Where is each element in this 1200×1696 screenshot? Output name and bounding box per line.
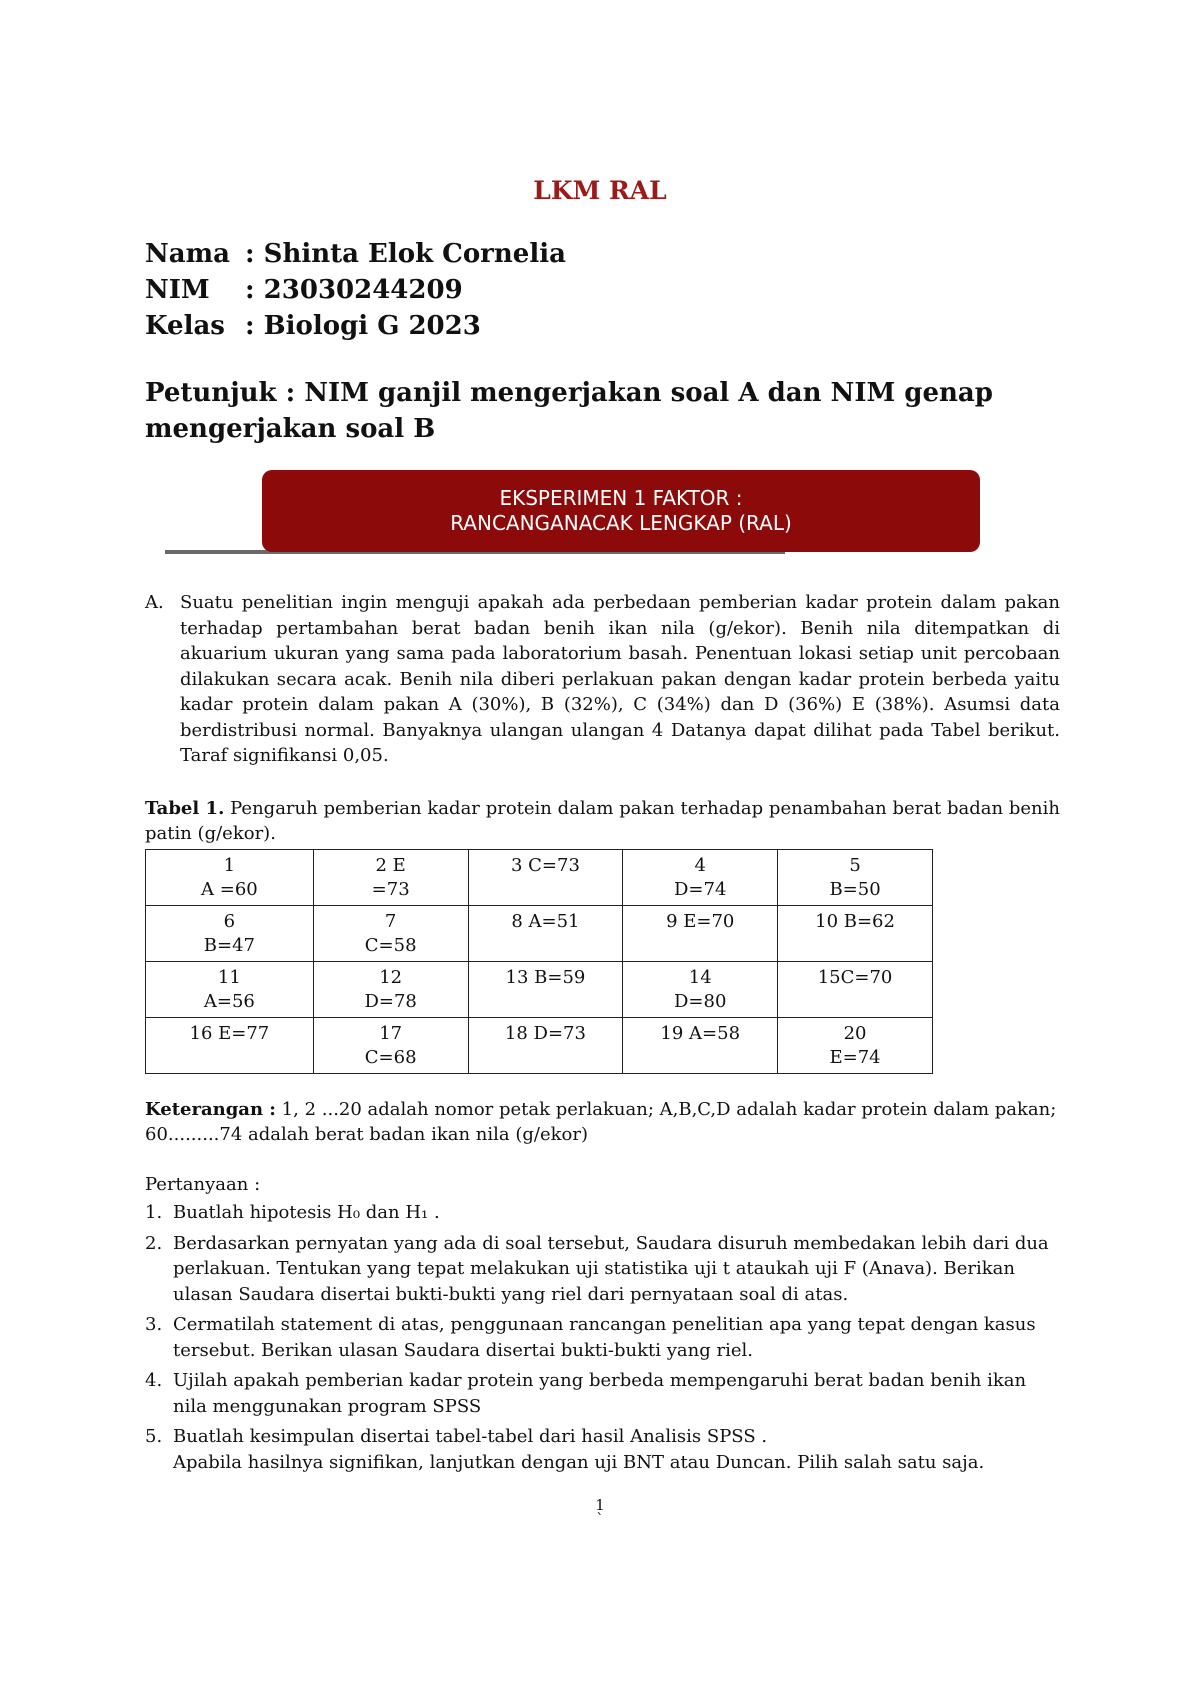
cell-line-1: 12 [379, 967, 403, 988]
cell-line-1: 4 [694, 855, 706, 876]
nama-label: Nama [145, 239, 230, 269]
table-caption [145, 796, 1060, 846]
question-item [145, 1424, 1060, 1475]
cell-line-2: E=74 [829, 1047, 881, 1068]
question-number: 1. [145, 1202, 163, 1223]
table-cell [468, 1018, 623, 1074]
table-cell [146, 850, 314, 906]
instructions: Petunjuk : NIM ganjil mengerjakan soal A dan NIM genap mengerjakan soal B [145, 378, 993, 444]
problem-a [145, 590, 1060, 769]
cell-line-1: 19 A=58 [660, 1023, 741, 1044]
nim-separator: : [245, 275, 255, 305]
cell-line-1: 11 [217, 967, 241, 988]
cell-line-2: C=58 [364, 935, 417, 956]
question-text: Berdasarkan pernyatan yang ada di soal tersebut, Saudara disuruh membedakan lebih dari dua perlakuan. Tentukan yang tepat melakukan uji statistika uji t ataukah uji F (Anava). Berikan ulasan Saudara disertai bukti-bukti yang riel dari pernyataan soal di atas. [173, 1232, 1049, 1305]
table-cell [623, 850, 778, 906]
info-row-nama [145, 236, 566, 272]
question-text: Buatlah hipotesis H₀ dan H₁ . [173, 1202, 440, 1223]
nama-separator: : [245, 239, 255, 269]
nim-label: NIM [145, 275, 210, 305]
question-item [145, 1231, 1060, 1308]
table-cell [313, 1018, 468, 1074]
cell-line-1: 1 [223, 855, 236, 876]
question-item [145, 1312, 1060, 1363]
cell-line-2: D=78 [364, 991, 417, 1012]
kelas-value: Biologi G 2023 [263, 311, 481, 341]
section-banner [262, 470, 980, 552]
kelas-label: Kelas [145, 311, 225, 341]
table-cell [313, 962, 468, 1018]
table-row [146, 962, 933, 1018]
cell-line-1: 17 [379, 1023, 403, 1044]
table-cell [468, 906, 623, 962]
questions-list [145, 1200, 1060, 1480]
cell-line-1: 15C=70 [817, 967, 893, 988]
table-row [146, 850, 933, 906]
table-cell [623, 962, 778, 1018]
problem-a-text: Suatu penelitian ingin menguji apakah ada perbedaan pemberian kadar protein dalam pakan terhadap pertambahan berat badan benih ikan nila (g/ekor). Benih nila ditempatkan di akuarium ukuran yang sama pada laboratorium basah. Penentuan lokasi setiap unit percobaan dilakukan secara acak. Benih nila diberi perlakuan pakan dengan kadar protein berbeda yaitu kadar protein dalam pakan A (30%), B (32%), C (34%) dan D (36%) E (38%). Asumsi data berdistribusi normal. Banyaknya ulangan ulangan 4 Datanya dapat dilihat pada Tabel berikut. Taraf signifikansi 0,05. [180, 592, 1060, 766]
table-cell [146, 962, 314, 1018]
cell-line-2: =73 [371, 879, 410, 900]
table-caption-text: Pengaruh pemberian kadar protein dalam pakan terhadap penambahan berat badan benih patin (g/ekor). [145, 798, 1060, 844]
cell-line-1: 2 E [375, 855, 406, 876]
cell-line-2: D=74 [674, 879, 727, 900]
cell-line-1: 9 E=70 [666, 911, 735, 932]
question-number: 4. [145, 1370, 163, 1391]
question-number: 2. [145, 1232, 163, 1254]
table-cell [778, 850, 933, 906]
cell-line-1: 20 [843, 1023, 867, 1044]
cell-line-1: 13 B=59 [505, 967, 586, 988]
cell-line-1: 14 [688, 967, 712, 988]
cell-line-1: 18 D=73 [504, 1023, 586, 1044]
problem-a-label: A. [145, 592, 164, 613]
question-number: 5. [145, 1426, 163, 1447]
data-table [145, 849, 933, 1074]
kelas-separator: : [245, 311, 255, 341]
table-cell [778, 906, 933, 962]
cell-line-1: 8 A=51 [511, 911, 580, 932]
question-item [145, 1368, 1060, 1419]
table-row [146, 1018, 933, 1074]
questions-title: Pertanyaan : [145, 1174, 261, 1195]
legend-note [145, 1097, 1065, 1147]
cell-line-2: B=50 [829, 879, 881, 900]
table-cell [146, 906, 314, 962]
table-cell [778, 1018, 933, 1074]
table-cell [313, 850, 468, 906]
cell-line-1: 6 [223, 911, 236, 932]
cell-line-2: D=80 [674, 991, 727, 1012]
cell-line-2: A=56 [203, 991, 255, 1012]
legend-note-label: Keterangan : [145, 1099, 276, 1120]
document-title: LKM RAL [533, 176, 667, 205]
banner-line-1: EKSPERIMEN 1 FAKTOR : [499, 486, 743, 510]
page-tick-mark: ` [596, 1510, 604, 1528]
student-info [145, 236, 566, 344]
table-cell [778, 962, 933, 1018]
cell-line-2: A =60 [201, 879, 258, 900]
cell-line-1: 10 B=62 [815, 911, 895, 932]
cell-line-1: 3 C=73 [510, 855, 580, 876]
cell-line-2: B=47 [203, 935, 255, 956]
question-item [145, 1200, 1060, 1226]
table-cell [313, 906, 468, 962]
cell-line-2: C=68 [364, 1047, 417, 1068]
banner-line-2: RANCANGANACAK LENGKAP (RAL) [450, 511, 792, 535]
question-text: Cermatilah statement di atas, penggunaan rancangan penelitian apa yang tepat dengan kasus tersebut. Berikan ulasan Saudara disertai bukti-bukti yang riel. [173, 1314, 1036, 1361]
table-cell [146, 1018, 314, 1074]
table-row [146, 906, 933, 962]
nama-value: Shinta Elok Cornelia [263, 239, 566, 269]
question-number: 3. [145, 1314, 163, 1335]
table-caption-label: Tabel 1. [145, 798, 225, 819]
table-cell [623, 906, 778, 962]
legend-note-text: 1, 2 ...20 adalah nomor petak perlakuan; A,B,C,D adalah kadar protein dalam pakan; 60.........74 adalah berat badan ikan nila (g/ekor) [145, 1099, 1057, 1145]
table-cell [468, 850, 623, 906]
question-text: Ujilah apakah pemberian kadar protein yang berbeda mempengaruhi berat badan benih ikan nila menggunakan program SPSS [173, 1370, 1027, 1417]
info-row-kelas [145, 308, 566, 344]
data-table-body [146, 850, 933, 1074]
cell-line-1: 5 [849, 855, 861, 876]
cell-line-1: 16 E=77 [189, 1023, 270, 1044]
question-text: Buatlah kesimpulan disertai tabel-tabel dari hasil Analisis SPSS . Apabila hasilnya signifikan, lanjutkan dengan uji BNT atau Duncan. Pilih salah satu saja. [173, 1426, 985, 1473]
info-row-nim [145, 272, 566, 308]
cell-line-1: 7 [384, 911, 397, 932]
page-number: 1 [595, 1496, 605, 1514]
table-cell [468, 962, 623, 1018]
nim-value: 23030244209 [263, 275, 463, 305]
table-cell [623, 1018, 778, 1074]
